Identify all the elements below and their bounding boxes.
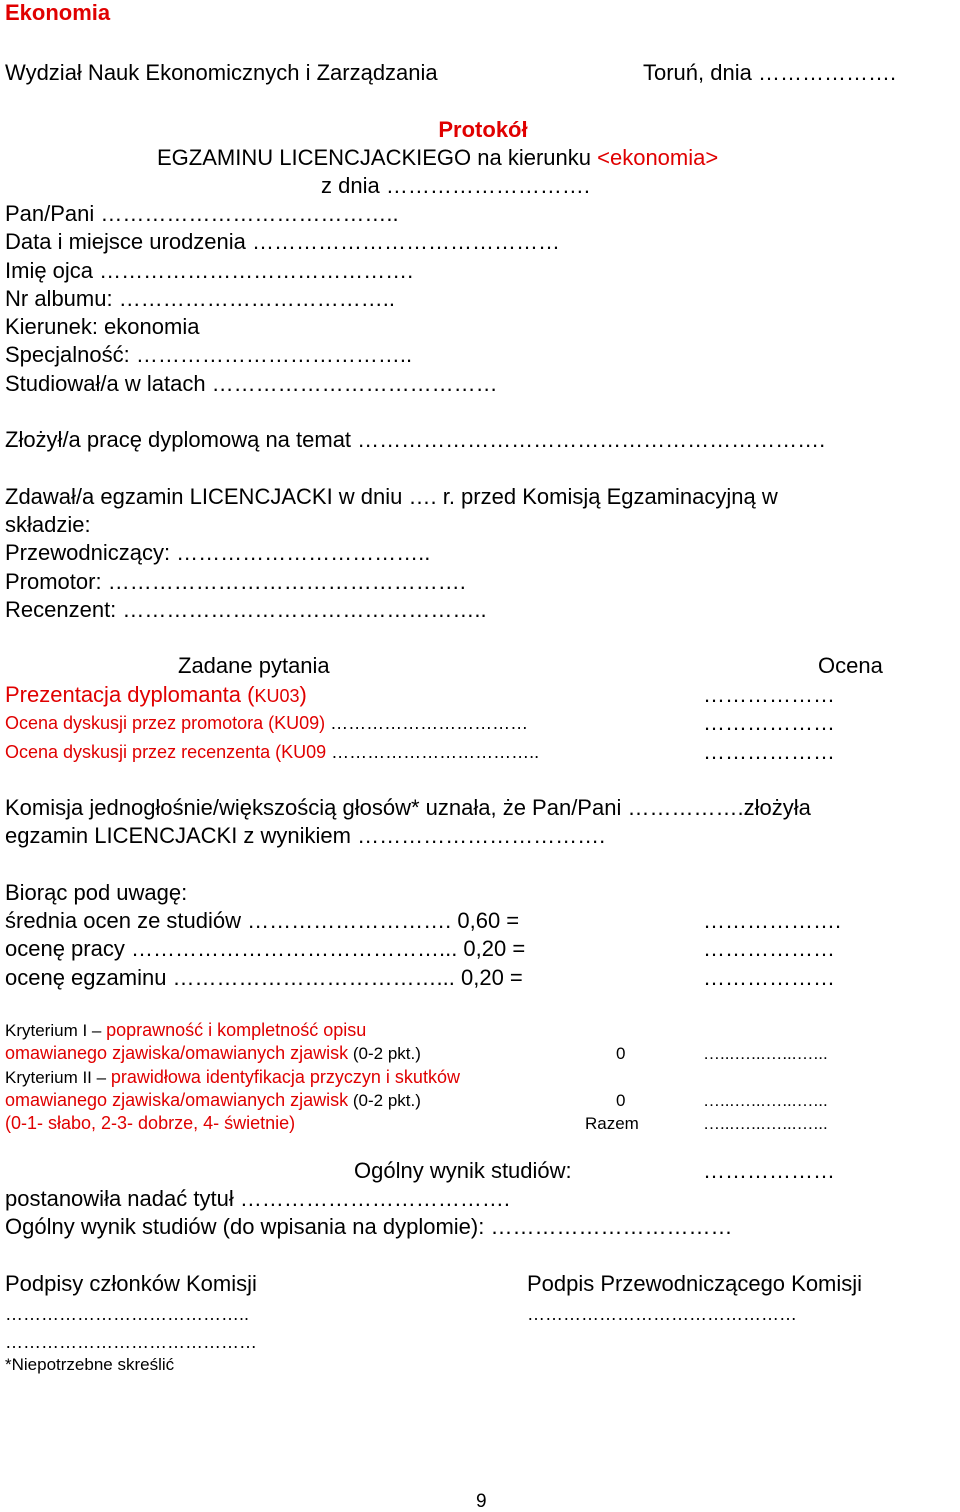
verdict-line-1: Komisja jednogłośnie/większością głosów* uznała, że Pan/Pani …………….złożyła [5,795,811,820]
criteria-scale: (0-1- słabo, 2-3- dobrze, 4- świetnie) [5,1113,296,1133]
criterion-2-prefix: Kryterium II – [5,1068,111,1087]
questions-header: Zadane pytania [178,653,330,678]
document-title: Ekonomia [5,0,111,25]
criterion-1-prefix: Kryterium I – [5,1021,107,1040]
protocol-date: z dnia ………………………. [321,173,590,198]
criterion-1-points: (0-2 pkt.) [348,1044,421,1063]
reviewer-line: Recenzent: ………………………………………….. [5,597,487,622]
grade-header: Ocena [818,653,883,678]
overall-result-dots: ……………… [703,1158,835,1183]
chair-signature-label: Podpis Przewodniczącego Komisji [527,1271,863,1296]
calc-result: ……………… [703,936,835,961]
criterion-1-text: poprawność i kompletność opisu [106,1020,367,1040]
chair-signature-line: ……………………………………… [527,1304,797,1324]
degree-title-line: postanowiła nadać tytuł ………………………………. [5,1186,510,1211]
question-fill: …………………………….. [331,742,540,762]
question-grade: ……………… [703,710,835,735]
criterion-2-subject: omawianego zjawiska/omawianych zjawisk [5,1090,349,1110]
question-label: Ocena dyskusji przez promotora (KU09) [5,713,331,733]
protocol-subtitle-prefix: EGZAMINU LICENCJACKIEGO na kierunku [157,145,598,170]
question-row [5,714,528,732]
criterion-2-line-2 [5,1091,421,1109]
protocol-subtitle [157,147,718,169]
criterion-1-line-2 [5,1044,421,1062]
exam-line-2: składzie: [5,512,91,537]
place-date: Toruń, dnia ………………. [643,60,897,85]
criteria-sum-label: Razem [585,1114,639,1133]
study-years-line: Studiował/a w latach ………………………………… [5,371,498,396]
criteria-sum-dots: …...…...…...…... [703,1114,828,1133]
question-grade: ……………… [703,739,835,764]
calc-result: ……………… [703,965,835,990]
specialty-line: Specjalność: ……………………………….. [5,342,413,367]
members-signature-label: Podpisy członków Komisji [5,1271,257,1296]
criterion-2-dots: …...…...…...…... [703,1091,828,1110]
overall-result-label: Ogólny wynik studiów: [354,1158,572,1183]
calc-result: ………………. [703,908,842,933]
question-label: Ocena dyskusji przez recenzenta (KU09 [5,742,332,762]
question-row [5,684,307,706]
criterion-1-subject: omawianego zjawiska/omawianych zjawisk [5,1043,349,1063]
criterion-2-text: prawidłowa identyfikacja przyczyn i skutków [110,1067,460,1087]
thesis-topic-line: Złożył/a pracę dyplomową na temat ………………………………………………………. [5,427,826,452]
exam-line-1: Zdawał/a egzamin LICENCJACKI w dniu …. r. przed Komisją Egzaminacyjną w [5,484,778,509]
question-close: ) [299,682,307,707]
calc-row: ocenę pracy ……………………………………... 0,20 = [5,936,526,961]
chair-line: Przewodniczący: …………………………….. [5,540,431,565]
protocol-field-name: <ekonomia> [597,145,719,170]
promoter-line: Promotor: …………………………………………. [5,569,466,594]
student-name-line: Pan/Pani ………………………………….. [5,201,399,226]
criterion-1-score: 0 [616,1044,626,1063]
members-signature-line: …………………………………… [5,1332,257,1352]
criterion-2-points: (0-2 pkt.) [348,1091,421,1110]
question-fill: …………………………… [330,713,529,733]
footnote: *Niepotrzebne skreślić [5,1355,175,1374]
protocol-title: Protokół [438,117,528,142]
criterion-1-dots: …...…...…...…... [703,1044,828,1063]
question-code: KU03 [254,686,300,706]
question-row [5,743,539,761]
criterion-2-score: 0 [616,1091,626,1110]
question-grade: ……………… [703,682,835,707]
members-signature-line: ………………………………….. [5,1304,250,1324]
question-label: Prezentacja dyplomanta ( [5,682,255,707]
calc-row: ocenę egzaminu ………………………………... 0,20 = [5,965,523,990]
verdict-line-2: egzamin LICENCJACKI z wynikiem ……………………………. [5,823,606,848]
page-number: 9 [476,1491,487,1512]
father-name-line: Imię ojca ……………………………………. [5,258,414,283]
album-number-line: Nr albumu: ……………………………….. [5,286,395,311]
criterion-1-line-1 [5,1021,366,1039]
criterion-2-line-1 [5,1068,460,1086]
field-of-study-line: Kierunek: ekonomia [5,314,200,339]
faculty-name: Wydział Nauk Ekonomicznych i Zarządzania [5,60,438,85]
calculation-heading: Biorąc pod uwagę: [5,880,188,905]
calc-row: średnia ocen ze studiów ………………………. 0,60 = [5,908,520,933]
diploma-result-line: Ogólny wynik studiów (do wpisania na dyplomie): …………………………… [5,1214,733,1239]
birth-line: Data i miejsce urodzenia …………………………………… [5,229,561,254]
